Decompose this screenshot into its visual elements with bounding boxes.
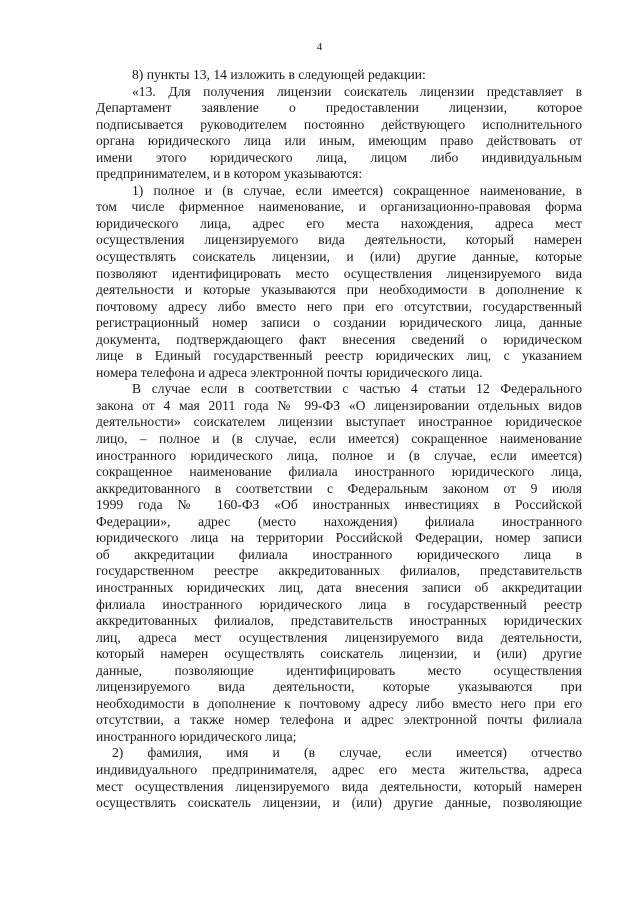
text-line: данные, позволяющие идентифицировать место осуществления	[96, 662, 582, 678]
text-line: необходимости в дополнение к почтовому адресу либо вместо него при его	[96, 695, 582, 711]
text-line: имени этого юридического лица, лицом либо индивидуальным	[96, 149, 582, 165]
text-line: 1) полное и (в случае, если имеется) сокращенное наименование, в	[132, 182, 582, 198]
text-line: 8) пункты 13, 14 изложить в следующей редакции:	[132, 67, 426, 82]
text-line: лице в Единый государственный реестр юридических лиц, с указанием	[96, 348, 582, 364]
text-line: который намерен осуществлять соискатель лицензии, и (или) другие	[96, 646, 582, 662]
text-line: предпринимателем, и в котором указываются:	[96, 166, 363, 182]
text-line: об аккредитации филиала иностранного юридического лица в	[96, 546, 582, 562]
text-line: мест осуществления лицензируемого вида деятельности, который намерен	[96, 778, 582, 794]
text-line: сокращенное наименование филиала иностранного юридического лица,	[96, 464, 582, 480]
text-line: аккредитованного в соответствии с Федеральным законом от 9 июля	[96, 480, 582, 496]
text-line: аккредитованных филиалов, представительств иностранных юридических	[96, 613, 582, 629]
text-line: осуществлять соискатель лицензии, и (или) другие данные, позволяющие	[96, 795, 582, 811]
text-line: иностранных юридических лиц, дата внесения записи об аккредитации	[96, 579, 582, 595]
text-line: государственном реестре аккредитованных филиалов, представительств	[96, 563, 582, 579]
page-number: 4	[316, 41, 323, 53]
text-line: 2) фамилия, имя и (в случае, если имеется) отчество	[112, 745, 582, 761]
text-line: иностранного юридического лица, полное и (в случае, если имеется)	[96, 447, 582, 463]
text-line: 1999 года № 160-ФЗ «Об иностранных инвестициях в Российской	[96, 497, 582, 513]
text-line: филиала иностранного юридического лица в государственный реестр	[96, 596, 582, 612]
text-line: отсутствии, а также номер телефона и адрес электронной почты филиала	[96, 712, 582, 728]
text-line: лицо, – полное и (в случае, если имеется) сокращенное наименование	[96, 431, 582, 447]
text-line: лицензируемого вида деятельности, которые указываются при	[96, 679, 582, 695]
text-line: позволяют идентифицировать место осуществления лицензируемого вида	[96, 265, 582, 281]
text-line: регистрационный номер записи о создании юридического лица, данные	[96, 315, 582, 331]
text-line: Департамент заявление о предоставлении лицензии, которое	[96, 100, 582, 116]
text-line: документа, подтверждающего факт внесения сведений о юридическом	[96, 331, 582, 347]
text-line: лиц, адреса мест осуществления лицензируемого вида деятельности,	[96, 629, 582, 645]
text-line: органа юридического лица или иным, имеющим право действовать от	[96, 133, 582, 149]
text-line: иностранного юридического лица;	[96, 728, 297, 744]
text-line: юридического лица на территории Российской Федерации, номер записи	[96, 530, 582, 546]
text-line: почтовому адресу либо вместо него при его отсутствии, государственный	[96, 298, 582, 314]
text-line: подписывается руководителем постоянно действующего исполнительного	[96, 116, 582, 132]
text-line: осуществлять соискатель лицензии, и (или) другие данные, которые	[96, 249, 582, 265]
text-line: закона от 4 мая 2011 года № 99-ФЗ «О лицензировании отдельных видов	[96, 397, 582, 413]
text-line: «13. Для получения лицензии соискатель лицензии представляет в	[132, 83, 582, 99]
text-line: деятельности» соискателем лицензии выступает иностранное юридическое	[96, 414, 582, 430]
text-line: Федерации», адрес (место нахождения) филиала иностранного	[96, 513, 582, 529]
text-line: осуществления лицензируемого вида деятельности, который намерен	[96, 232, 582, 248]
text-line: юридического лица, адрес его места нахождения, адреса мест	[96, 215, 582, 231]
document-body	[96, 67, 582, 812]
text-line: номера телефона и адреса электронной почты юридического лица.	[96, 364, 483, 380]
text-line: деятельности и которые указываются при необходимости в дополнение к	[96, 282, 582, 298]
text-line: индивидуального предпринимателя, адрес его места жительства, адреса	[96, 761, 582, 777]
text-line: В случае если в соответствии с частью 4 статьи 12 Федерального	[132, 381, 582, 397]
text-line: том числе фирменное наименование, и организационно-правовая форма	[96, 199, 582, 215]
